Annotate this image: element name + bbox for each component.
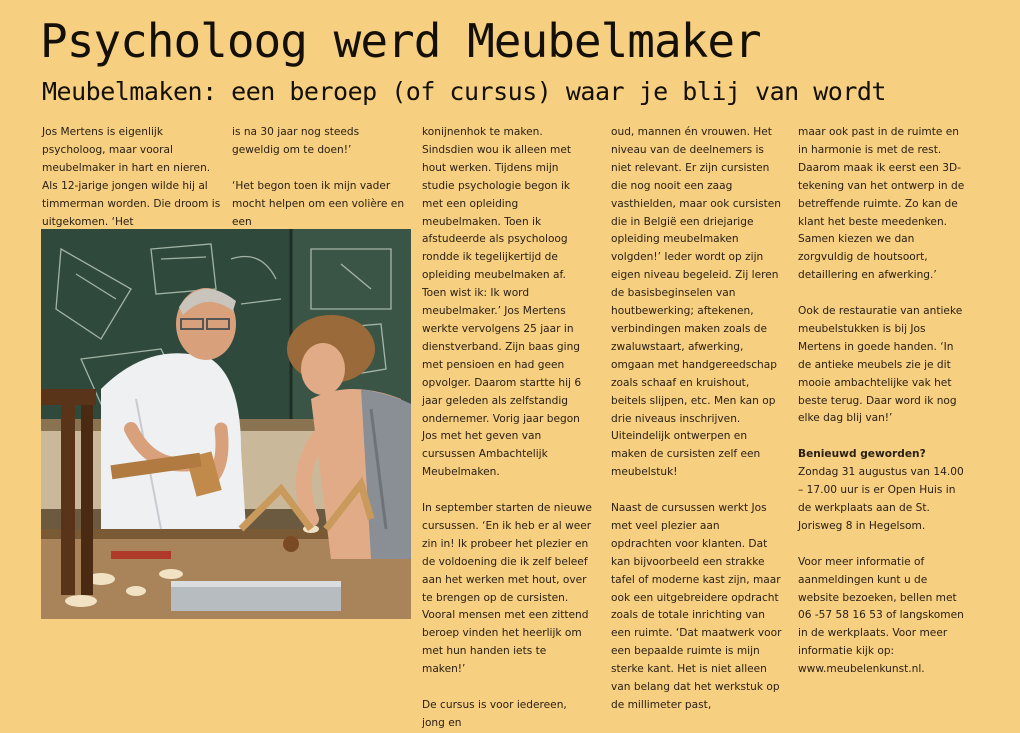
- article-subtitle: Meubelmaken: een beroep (of cursus) waar je blij van wordt: [42, 77, 886, 106]
- article-title: Psycholoog werd Meubelmaker: [40, 14, 761, 68]
- paragraph: oud, mannen én vrouwen. Het niveau van de deelnemers is niet relevant. Er zijn cursisten die nog nooit een zaag vasthielden, maar ook cursisten die in België een driejarige opleiding meubelmaken volgden!’ Ieder wordt op zijn eigen niveau begeleid. Zij leren de basisbeginselen van houtbewerking; aftekenen, verbindingen maken zoals de zwaluwstaart, afwerking, omgaan met handgereedschap zoals schaaf en kruishout, beitels slijpen, etc. Men kan op drie niveaus inschrijven. Uiteindelijk ontwerpen en maken de cursisten zelf een meubelstuk!: [611, 126, 781, 479]
- text-column-5: [798, 124, 970, 679]
- info-heading: Benieuwd geworden?: [798, 448, 926, 461]
- paragraph: Jos Mertens is eigenlijk psycholoog, maar vooral meubelmaker in hart en nieren. Als 12-jarige jongen wilde hij al timmerman worden. Die droom is uitgekomen. ‘Het: [42, 126, 221, 228]
- paragraph: Ook de restauratie van antieke meubelstukken is bij Jos Mertens in goede handen. ‘In de antieke meubels zie je dit mooie ambachtelijke vak het beste terug. Daar word ik nog elke dag blij van!’: [798, 305, 963, 425]
- paragraph: konijnenhok te maken. Sindsdien wou ik alleen met hout werken. Tijdens mijn studie psychologie begon ik met een opleiding meubelmaken. Toen ik afstudeerde als psycholoog rondde ik tegelijkertijd de opleiding meubelmaken af. Toen wist ik: Ik word meubelmaker.’ Jos Mertens werkte vervolgens 25 jaar in dienstverband. Zijn baas ging met pensioen en had geen opvolger. Daarom startte hij 6 jaar geleden als zelfstandig ondernemer. Vorig jaar begon Jos met het geven van cursussen Ambachtelijk Meubelmaken.: [422, 126, 582, 479]
- paragraph: Naast de cursussen werkt Jos met veel plezier aan opdrachten voor klanten. Dat kan bijvoorbeeld een strakke tafel of moderne kast zijn, maar ook een uitgebreidere opdracht zoals de totale inrichting van een ruimte. ‘Dat maatwerk voor een bepaalde ruimte is mijn sterke kant. Het is niet alleen van belang dat het werkstuk op de millimeter past,: [611, 502, 782, 711]
- paragraph: In september starten de nieuwe cursussen. ‘En ik heb er al weer zin in! Ik probeer het plezier en de voldoening die ik zelf beleef aan het werken met hout, over te brengen op de cursisten. Vooral mensen met een zittend beroep vinden het heerlijk om met hun handen iets te maken!’: [422, 502, 592, 676]
- paragraph: is na 30 jaar nog steeds geweldig om te doen!’: [232, 126, 360, 156]
- text-column-3: [422, 124, 592, 733]
- paragraph: De cursus is voor iedereen, jong en: [422, 698, 567, 729]
- open-house-info: Zondag 31 augustus van 14.00 – 17.00 uur is er Open Huis in de werkplaats aan de St. Jorisweg 8 in Hegelsom.: [798, 466, 964, 532]
- workshop-photo: [41, 229, 411, 619]
- text-column-2: [232, 124, 408, 231]
- text-column-4: [611, 124, 783, 715]
- paragraph: ‘Het begon toen ik mijn vader mocht helpen om een volière en een: [232, 179, 405, 228]
- info-block: [798, 446, 970, 536]
- contact-info: Voor meer informatie of aanmeldingen kunt u de website bezoeken, bellen met 06 -57 58 16 53 of langskomen in de werkplaats. Voor meer informatie kijk op: www.meubelenkunst.nl.: [798, 555, 964, 676]
- paragraph: maar ook past in de ruimte en in harmonie is met de rest. Daarom maak ik eerst een 3D-tekening van het ontwerp in de betreffende ruimte. Zo kan de klant het beste meedenken. Samen kiezen we dan zorgvuldig de houtsoort, detaillering en afwerking.’: [798, 126, 965, 282]
